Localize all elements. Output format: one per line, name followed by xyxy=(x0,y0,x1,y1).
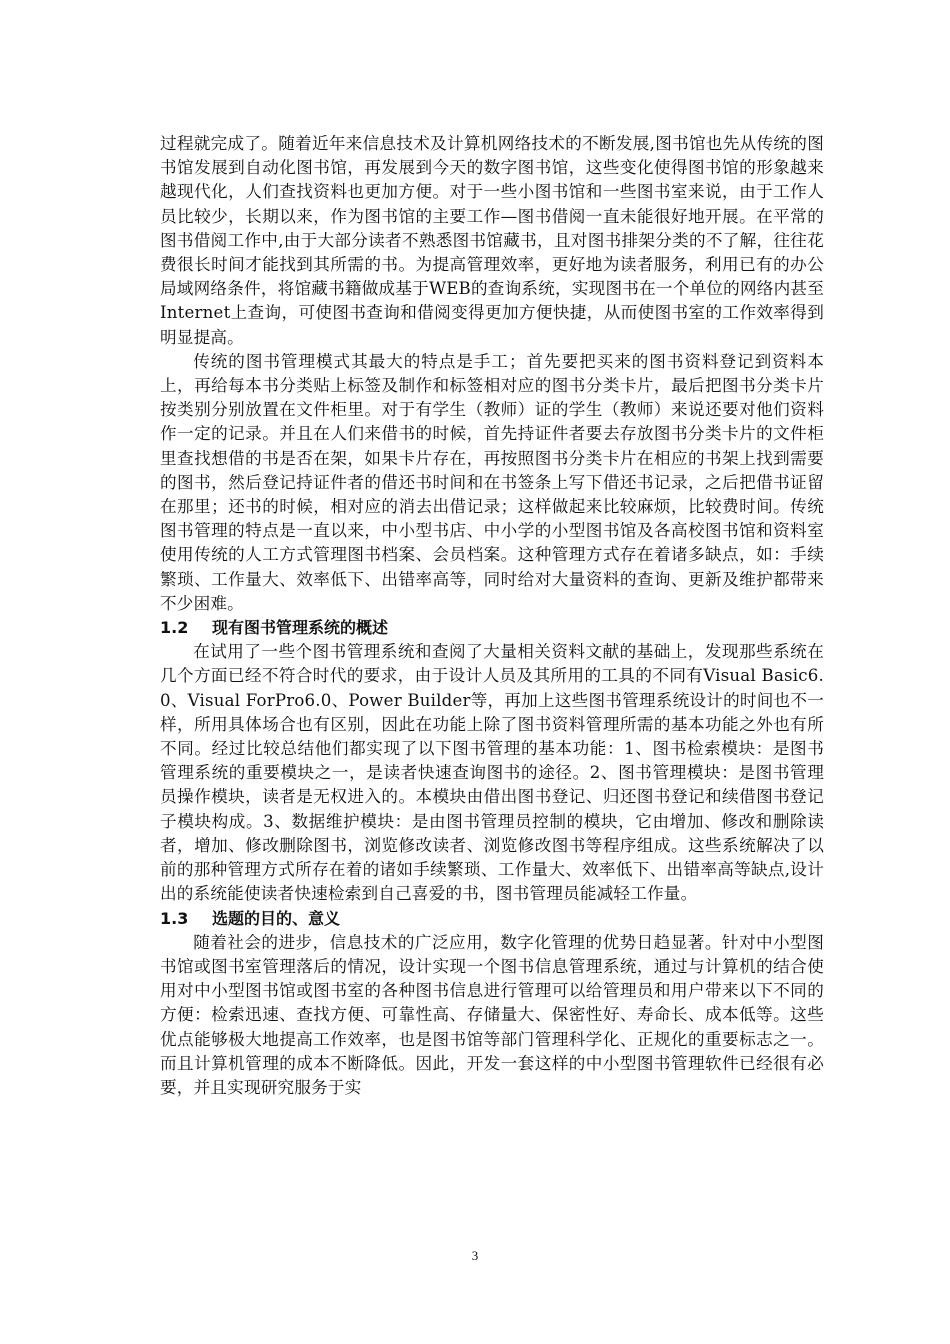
paragraph-traditional-management: 传统的图书管理模式其最大的特点是手工；首先要把买来的图书资料登记到资料本上，再给每本书分类贴上标签及制作和标签相对应的图书分类卡片，最后把图书分类卡片按类别分别放置在文件柜里。对于有学生（教师）证的学生（教师）来说还要对他们资料作一定的记录。并且在人们来借书的时候，首先持证件者要去存放图书分类卡片的文件柜里查找想借的书是否在架，如果卡片存在，再按照图书分类卡片在相应的书架上找到需要的图书，然后登记持证件者的借还书时间和在书签条上写下借还书记录，之后把借书证留在那里；还书的时候，相对应的消去出借记录；这样做起来比较麻烦，比较费时间。传统图书管理的特点是一直以来，中小型书店、中小学的小型图书馆及各高校图书馆和资料室使用传统的人工方式管理图书档案、会员档案。这种管理方式存在着诸多缺点，如：手续繁琐、工作量大、效率低下、出错率高等，同时给对大量资料的查询、更新及维护都带来不少困难。 xyxy=(160,351,824,613)
page-number: 3 xyxy=(471,1248,479,1263)
section-heading-1-2 xyxy=(160,616,824,640)
paragraph-existing-systems: 在试用了一些个图书管理系统和查阅了大量相关资料文献的基础上，发现那些系统在几个方面已经不符合时代的要求，由于设计人员及其所用的工具的不同有Visual Basic6.0、Visual ForPro6.0、Power Builder等，再加上这些图书管理系统设计的时间也不一样，所用具体场合也有区别，因此在功能上除了图书资料管理所需的基本功能之外也有所不同。经过比较总结他们都实现了以下图书管理的基本功能：1、图书检索模块：是图书管理系统的重要模块之一，是读者快速查询图书的途径。2、图书管理模块：是图书管理员操作模块，读者是无权进入的。本模块由借出图书登记、归还图书登记和续借图书登记子模块构成。3、数据维护模块：是由图书管理员控制的模块，它由增加、修改和删除读者，增加、修改删除图书，浏览修改读者、浏览修改图书等程序组成。这些系统解决了以前的那种管理方式所存在着的诸如手续繁琐、工作量大、效率低下、出错率高等缺点,设计出的系统能使读者快速检索到自己喜爱的书，图书管理员能减轻工作量。 xyxy=(160,642,824,904)
section-number: 1.3 xyxy=(160,908,189,928)
document-body xyxy=(160,132,824,1100)
section-number: 1.2 xyxy=(160,618,189,638)
section-heading-1-3 xyxy=(160,907,824,931)
section-title: 现有图书管理系统的概述 xyxy=(212,618,389,638)
paragraph-purpose: 随着社会的进步，信息技术的广泛应用，数字化管理的优势日趋显著。针对中小型图书馆或图书室管理落后的情况，设计实现一个图书信息管理系统，通过与计算机的结合使用对中小型图书馆或图书室的各种图书信息进行管理可以给管理员和用户带来以下不同的方便：检索迅速、查找方便、可靠性高、存储量大、保密性好、寿命长、成本低等。这些优点能够极大地提高工作效率，也是图书馆等部门管理科学化、正规化的重要标志之一。而且计算机管理的成本不断降低。因此，开发一套这样的中小型图书管理软件已经很有必要，并且实现研究服务于实 xyxy=(160,932,824,1097)
section-title: 选题的目的、意义 xyxy=(212,908,341,928)
paragraph-continued: 过程就完成了。随着近年来信息技术及计算机网络技术的不断发展,图书馆也先从传统的图书馆发展到自动化图书馆，再发展到今天的数字图书馆，这些变化使得图书馆的形象越来越现代化，人们查找资料也更加方便。对于一些小图书馆和一些图书室来说，由于工作人员比较少，长期以来，作为图书馆的主要工作—图书借阅一直未能很好地开展。在平常的图书借阅工作中,由于大部分读者不熟悉图书馆藏书，且对图书排架分类的不了解，往往花费很长时间才能找到其所需的书。为提高管理效率，更好地为读者服务，利用已有的办公局域网络条件，将馆藏书籍做成基于WEB的查询系统，实现图书在一个单位的网络内甚至Internet上查询，可使图书查询和借阅变得更加方便快捷，从而使图书室的工作效率得到明显提高。 xyxy=(160,134,824,347)
